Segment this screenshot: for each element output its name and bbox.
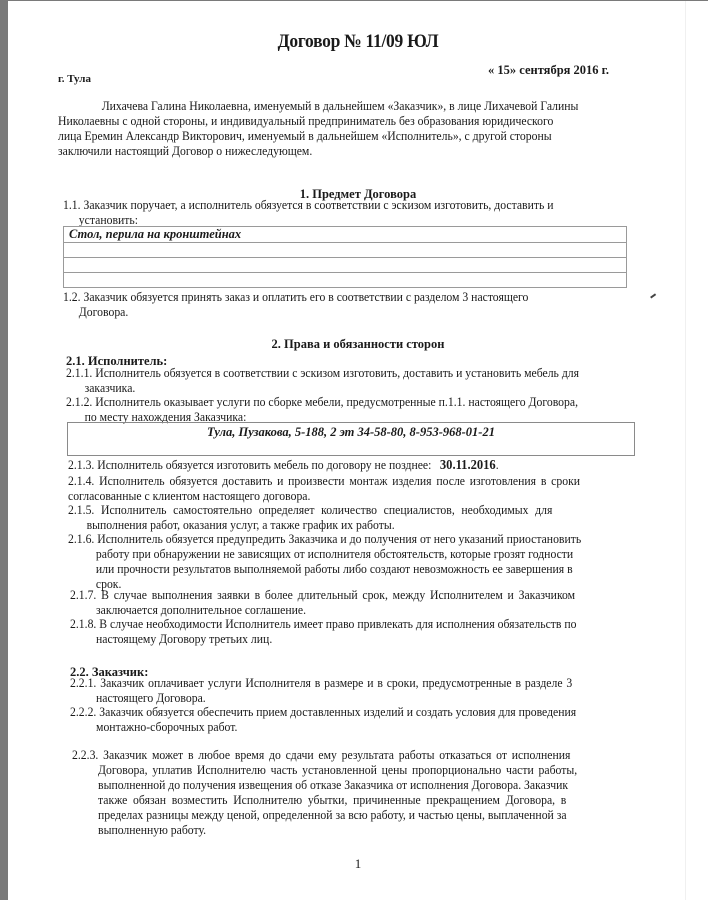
clause-2-1-3 bbox=[68, 457, 499, 473]
clause-line: 2.2.1. Заказчик оплачивает услуги Исполнителя в размере и в сроки, предусмотренные в разделе 3 bbox=[70, 676, 573, 690]
clause-1-2 bbox=[63, 290, 528, 320]
clause-line: 1.1. Заказчик поручает, а исполнитель обязуется в соответствии с эскизом изготовить, доставить и bbox=[63, 198, 554, 212]
clause-line bbox=[68, 457, 499, 473]
table-cell bbox=[64, 243, 627, 258]
clause-line: заключается дополнительное соглашение. bbox=[96, 603, 307, 617]
clause-text: 2.1.3. Исполнитель обязуется изготовить мебель по договору не позднее: bbox=[68, 458, 432, 472]
clause-line: пределах разницы между ценой, определенной за всю работу, и частью цены, выплаченной за bbox=[98, 808, 567, 822]
clause-line: настоящего Договора. bbox=[96, 691, 206, 705]
subsection-2-2-title: 2.2. Заказчик: bbox=[70, 665, 149, 679]
clause-line: 2.1.8. В случае необходимости Исполнитель имеет право привлекать для исполнения обязательств по bbox=[70, 617, 577, 631]
clause-line: 1.2. Заказчик обязуется принять заказ и оплатить его в соответствии с разделом 3 настоящего bbox=[63, 290, 529, 304]
clause-line: или прочности результатов выполняемой работы либо создают невозможность ее завершения в bbox=[95, 562, 573, 576]
preamble-line: заключили настоящий Договор о нижеследующем. bbox=[58, 144, 313, 158]
page-edge-line bbox=[685, 1, 686, 900]
section-2-heading: 2. Права и обязанности сторон bbox=[271, 337, 445, 351]
document-page bbox=[8, 1, 708, 900]
clause-line: 2.1.1. Исполнитель обязуется в соответствии с эскизом изготовить, доставить и установить мебель для bbox=[66, 366, 580, 380]
clause-2-1-2 bbox=[66, 395, 578, 425]
deadline-date: 30.11.2016 bbox=[439, 457, 496, 472]
table-row bbox=[64, 227, 627, 243]
items-table bbox=[63, 226, 627, 288]
clause-line: 2.1.4. Исполнитель обязуется доставить и произвести монтаж изделия после изготовления в сроки bbox=[68, 474, 581, 488]
table-row bbox=[64, 243, 627, 258]
clause-2-2-3 bbox=[72, 748, 577, 838]
contract-date: « 15» сентября 2016 г. bbox=[488, 63, 610, 77]
preamble-line: Николаевны с одной стороны, и индивидуальный предприниматель без образования юридического bbox=[58, 114, 554, 128]
clause-line: Договора. bbox=[78, 305, 129, 319]
clause-2-2-1 bbox=[70, 676, 572, 706]
clause-line: согласованные с клиентом настоящего договора. bbox=[68, 489, 311, 503]
table-row bbox=[64, 273, 627, 288]
clause-2-1-5 bbox=[68, 503, 552, 533]
subsection-2-1-title: 2.1. Исполнитель: bbox=[66, 354, 168, 368]
clause-line: выполненной до получения извещения об отказе Заказчика от исполнения Договора. Заказчик bbox=[98, 778, 569, 792]
table-row bbox=[64, 258, 627, 273]
table-cell bbox=[64, 258, 627, 273]
contract-title: Договор № 11/09 ЮЛ bbox=[277, 31, 439, 52]
clause-line: Договора, уплатив Исполнителю часть установленной цены пропорционально части работы, bbox=[98, 763, 578, 777]
clause-2-1-4 bbox=[68, 474, 580, 504]
clause-line: настоящему Договору третьих лиц. bbox=[96, 632, 273, 646]
clause-2-1-1 bbox=[66, 366, 579, 396]
clause-2-1-6 bbox=[68, 532, 581, 592]
clause-2-1-7 bbox=[70, 588, 575, 618]
clause-line: срок. bbox=[95, 577, 122, 591]
clause-line: 2.1.2. Исполнитель оказывает услуги по сборке мебели, предусмотренные п.1.1. настоящего Договора, bbox=[66, 395, 579, 409]
clause-line: по месту нахождения Заказчика: bbox=[84, 410, 247, 424]
clause-line: 2.2.3. Заказчик может в любое время до сдачи ему результата работы отказаться от исполнения bbox=[72, 748, 571, 762]
clause-2-2-2 bbox=[70, 705, 576, 735]
preamble-line: лица Еремин Александр Викторович, именуемый в дальнейшем «Исполнитель», с другой стороны bbox=[58, 129, 552, 143]
clause-2-1-8 bbox=[70, 617, 576, 647]
preamble bbox=[58, 99, 578, 159]
section-1-heading: 1. Предмет Договора bbox=[299, 187, 417, 201]
clause-line: работу при обнаружении не зависящих от исполнителя обстоятельств, которые грозят годности bbox=[95, 547, 574, 561]
period: . bbox=[495, 458, 499, 472]
clause-1-1 bbox=[63, 198, 554, 228]
customer-address: Тула, Пузакова, 5-188, 2 эт 34-58-80, 8-953-968-01-21 bbox=[207, 425, 495, 439]
clause-line: монтажно-сборочных работ. bbox=[96, 720, 238, 734]
table-cell bbox=[64, 273, 627, 288]
customer-address-box bbox=[67, 422, 635, 456]
clause-line: выполнения работ, оказания услуг, а также график их работы. bbox=[86, 518, 395, 532]
contract-city: г. Тула bbox=[58, 73, 91, 85]
clause-line: также обязан возместить Исполнителю убытки, причиненные прекращением Договора, в bbox=[98, 793, 567, 807]
clause-line: 2.2.2. Заказчик обязуется обеспечить прием доставленных изделий и создать условия для проведения bbox=[70, 705, 577, 719]
clause-line: установить: bbox=[78, 213, 138, 227]
clause-line: 2.1.7. В случае выполнения заявки в более длительный срок, между Исполнителем и Заказчиком bbox=[70, 588, 576, 602]
clause-line: выполненную работу. bbox=[98, 823, 207, 837]
table-cell: Стол, перила на кронштейнах bbox=[64, 227, 627, 243]
pen-mark bbox=[650, 293, 656, 298]
clause-line: заказчика. bbox=[84, 381, 136, 395]
preamble-line: Лихачева Галина Николаевна, именуемый в дальнейшем «Заказчик», в лице Лихачевой Галины bbox=[101, 99, 579, 113]
page-number: 1 bbox=[354, 856, 362, 871]
clause-line: 2.1.6. Исполнитель обязуется предупредить Заказчика и до получения от него указаний приостановить bbox=[68, 532, 582, 546]
clause-line: 2.1.5. Исполнитель самостоятельно определяет количество специалистов, необходимых для bbox=[68, 503, 553, 517]
